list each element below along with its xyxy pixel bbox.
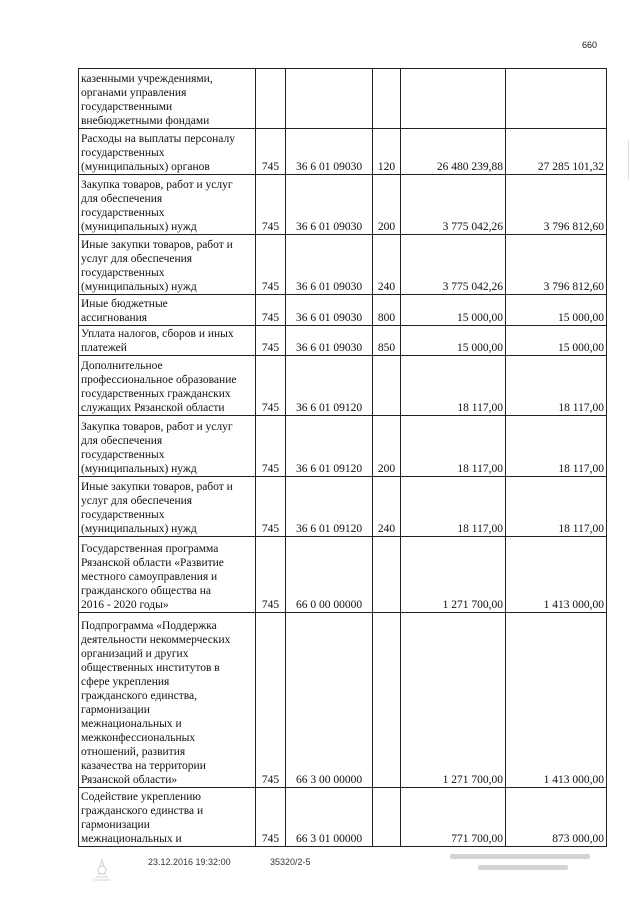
cell-vr bbox=[373, 537, 401, 613]
cell-sum-2018: 18 117,00 bbox=[506, 477, 607, 537]
cell-name-line: межнациональных и bbox=[81, 718, 182, 730]
cell-name-line: (муниципальных) органов bbox=[81, 161, 210, 173]
cell-vr bbox=[373, 613, 401, 788]
cell-name-line: государственных bbox=[81, 509, 165, 521]
cell-sum-2018: 18 117,00 bbox=[506, 356, 607, 416]
cell-name-line: органами управления bbox=[81, 87, 187, 99]
cell-sum-2018: 873 000,00 bbox=[506, 788, 607, 847]
cell-name-line: государственными bbox=[81, 101, 173, 113]
cell-csr: 36 6 01 09120 bbox=[286, 477, 373, 537]
cell-sum-2017: 18 117,00 bbox=[401, 356, 506, 416]
cell-name-line: государственных bbox=[81, 267, 165, 279]
cell-name-line: казачества на территории bbox=[81, 760, 206, 772]
cell-csr: 66 3 00 00000 bbox=[286, 613, 373, 788]
table-body bbox=[79, 69, 607, 847]
cell-name-line: платежей bbox=[81, 342, 127, 354]
cell-name-line: Рязанской области» bbox=[81, 774, 178, 786]
cell-name-line: услуг для обеспечения bbox=[81, 495, 193, 507]
table-row bbox=[79, 129, 607, 175]
cell-name bbox=[79, 129, 256, 175]
cell-sum-2017: 771 700,00 bbox=[401, 788, 506, 847]
cell-name bbox=[79, 295, 256, 326]
cell-csr: 36 6 01 09030 bbox=[286, 295, 373, 326]
cell-ved: 745 bbox=[256, 613, 286, 788]
cell-vr bbox=[373, 356, 401, 416]
cell-csr: 36 6 01 09030 bbox=[286, 129, 373, 175]
cell-name-line: Уплата налогов, сборов и иных bbox=[81, 328, 234, 340]
cell-name-line: внебюджетными фондами bbox=[81, 115, 210, 127]
cell-name-line: Закупка товаров, работ и услуг bbox=[81, 179, 233, 191]
cell-name-line: Расходы на выплаты персоналу bbox=[81, 133, 235, 145]
cell-vr: 800 bbox=[373, 295, 401, 326]
cell-name-line: сфере укрепления bbox=[81, 676, 170, 688]
cell-sum-2017: 3 775 042,26 bbox=[401, 175, 506, 235]
cell-vr: 120 bbox=[373, 129, 401, 175]
cell-name-line: гармонизации bbox=[81, 819, 150, 831]
cell-name-line: Иные закупки товаров, работ и bbox=[81, 481, 233, 493]
cell-sum-2018: 15 000,00 bbox=[506, 326, 607, 356]
cell-csr: 36 6 01 09120 bbox=[286, 356, 373, 416]
cell-name-line: профессиональное образование bbox=[81, 374, 237, 386]
cell-sum-2017: 1 271 700,00 bbox=[401, 537, 506, 613]
cell-name bbox=[79, 416, 256, 477]
cell-ved: 745 bbox=[256, 537, 286, 613]
cell-name-line: служащих Рязанской области bbox=[81, 402, 225, 414]
cell-name-line: деятельности некоммерческих bbox=[81, 634, 231, 646]
cell-name-line: (муниципальных) нужд bbox=[81, 523, 197, 535]
cell-sum-2018: 27 285 101,32 bbox=[506, 129, 607, 175]
cell-ved: 745 bbox=[256, 326, 286, 356]
cell-sum-2018: 18 117,00 bbox=[506, 416, 607, 477]
cell-name-line: Содействие укреплению bbox=[81, 791, 201, 803]
cell-name-line: Иные бюджетные bbox=[81, 298, 168, 310]
cell-csr: 36 6 01 09030 bbox=[286, 326, 373, 356]
cell-name-line: 2016 - 2020 годы» bbox=[81, 599, 169, 611]
cell-sum-2018: 15 000,00 bbox=[506, 295, 607, 326]
cell-name-line: государственных bbox=[81, 449, 165, 461]
cell-csr: 66 3 01 00000 bbox=[286, 788, 373, 847]
cell-csr: 66 0 00 00000 bbox=[286, 537, 373, 613]
cell-name-line: Иные закупки товаров, работ и bbox=[81, 239, 233, 251]
cell-sum-2017: 15 000,00 bbox=[401, 326, 506, 356]
cell-name-line: для обеспечения bbox=[81, 435, 163, 447]
cell-sum-2018 bbox=[506, 69, 607, 129]
cell-name-line: гражданского единства и bbox=[81, 805, 204, 817]
cell-name-line: (муниципальных) нужд bbox=[81, 463, 197, 475]
cell-name-line: отношений, развития bbox=[81, 746, 186, 758]
cell-name-line: Подпрограмма «Поддержка bbox=[81, 620, 217, 632]
cell-csr: 36 6 01 09030 bbox=[286, 175, 373, 235]
cell-csr: 36 6 01 09120 bbox=[286, 416, 373, 477]
table-row bbox=[79, 175, 607, 235]
cell-vr: 200 bbox=[373, 416, 401, 477]
footer-date: 23.12.2016 19:32:00 bbox=[148, 857, 231, 867]
cell-sum-2017: 3 775 042,26 bbox=[401, 235, 506, 295]
cell-name-line: казенными учреждениями, bbox=[81, 73, 213, 85]
cell-name-line: Государственная программа bbox=[81, 543, 219, 555]
cell-name-line: (муниципальных) нужд bbox=[81, 221, 197, 233]
cell-sum-2017: 1 271 700,00 bbox=[401, 613, 506, 788]
cell-name bbox=[79, 69, 256, 129]
cell-vr: 240 bbox=[373, 477, 401, 537]
table-row bbox=[79, 416, 607, 477]
table-row bbox=[79, 326, 607, 356]
cell-sum-2018: 1 413 000,00 bbox=[506, 537, 607, 613]
cell-name-line: межконфессиональных bbox=[81, 732, 196, 744]
cell-name-line: межнациональных и bbox=[81, 833, 182, 845]
cell-sum-2017 bbox=[401, 69, 506, 129]
cell-vr bbox=[373, 69, 401, 129]
cell-sum-2017: 18 117,00 bbox=[401, 477, 506, 537]
table-row bbox=[79, 788, 607, 847]
cell-name bbox=[79, 356, 256, 416]
cell-name bbox=[79, 477, 256, 537]
cell-ved: 745 bbox=[256, 295, 286, 326]
cell-ved: 745 bbox=[256, 356, 286, 416]
cell-name-line: местного самоуправления и bbox=[81, 571, 218, 583]
margin-mark bbox=[628, 140, 629, 180]
table-row bbox=[79, 477, 607, 537]
cell-name-line: государственных гражданских bbox=[81, 388, 231, 400]
cell-ved: 745 bbox=[256, 235, 286, 295]
cell-ved: 745 bbox=[256, 129, 286, 175]
cell-name-line: организаций и других bbox=[81, 648, 189, 660]
cell-sum-2017: 26 480 239,88 bbox=[401, 129, 506, 175]
cell-name-line: ассигнования bbox=[81, 312, 148, 324]
page-number: 660 bbox=[582, 40, 598, 50]
cell-sum-2017: 18 117,00 bbox=[401, 416, 506, 477]
cell-sum-2017: 15 000,00 bbox=[401, 295, 506, 326]
cell-name bbox=[79, 537, 256, 613]
cell-sum-2018: 1 413 000,00 bbox=[506, 613, 607, 788]
cell-name bbox=[79, 788, 256, 847]
cell-csr: 36 6 01 09030 bbox=[286, 235, 373, 295]
cell-name-line: гражданского общества на bbox=[81, 585, 212, 597]
cell-name bbox=[79, 235, 256, 295]
cell-name-line: гармонизации bbox=[81, 704, 150, 716]
cell-ved: 745 bbox=[256, 175, 286, 235]
cell-name-line: услуг для обеспечения bbox=[81, 253, 193, 265]
cell-name-line: государственных bbox=[81, 147, 165, 159]
cell-name-line: для обеспечения bbox=[81, 193, 163, 205]
cell-vr: 850 bbox=[373, 326, 401, 356]
footer-logo-icon bbox=[88, 858, 116, 889]
cell-ved: 745 bbox=[256, 416, 286, 477]
registry-stamp-icon bbox=[448, 851, 598, 878]
table-row bbox=[79, 537, 607, 613]
table-row bbox=[79, 235, 607, 295]
cell-ved: 745 bbox=[256, 788, 286, 847]
cell-vr: 240 bbox=[373, 235, 401, 295]
cell-vr: 200 bbox=[373, 175, 401, 235]
cell-name bbox=[79, 326, 256, 356]
cell-sum-2018: 3 796 812,60 bbox=[506, 235, 607, 295]
cell-name bbox=[79, 175, 256, 235]
footer-code: 35320/2-5 bbox=[270, 857, 311, 867]
table-row bbox=[79, 356, 607, 416]
cell-vr bbox=[373, 788, 401, 847]
cell-csr bbox=[286, 69, 373, 129]
cell-ved: 745 bbox=[256, 477, 286, 537]
table-row bbox=[79, 69, 607, 129]
cell-name-line: гражданского единства, bbox=[81, 690, 198, 702]
table-row bbox=[79, 613, 607, 788]
cell-name-line: государственных bbox=[81, 207, 165, 219]
cell-sum-2018: 3 796 812,60 bbox=[506, 175, 607, 235]
cell-name-line: Дополнительное bbox=[81, 360, 163, 372]
cell-name-line: (муниципальных) нужд bbox=[81, 281, 197, 293]
budget-table bbox=[78, 68, 607, 847]
table-row bbox=[79, 295, 607, 326]
cell-name bbox=[79, 613, 256, 788]
cell-ved bbox=[256, 69, 286, 129]
cell-name-line: Рязанской области «Развитие bbox=[81, 557, 224, 569]
cell-name-line: общественных институтов в bbox=[81, 662, 220, 674]
cell-name-line: Закупка товаров, работ и услуг bbox=[81, 421, 233, 433]
